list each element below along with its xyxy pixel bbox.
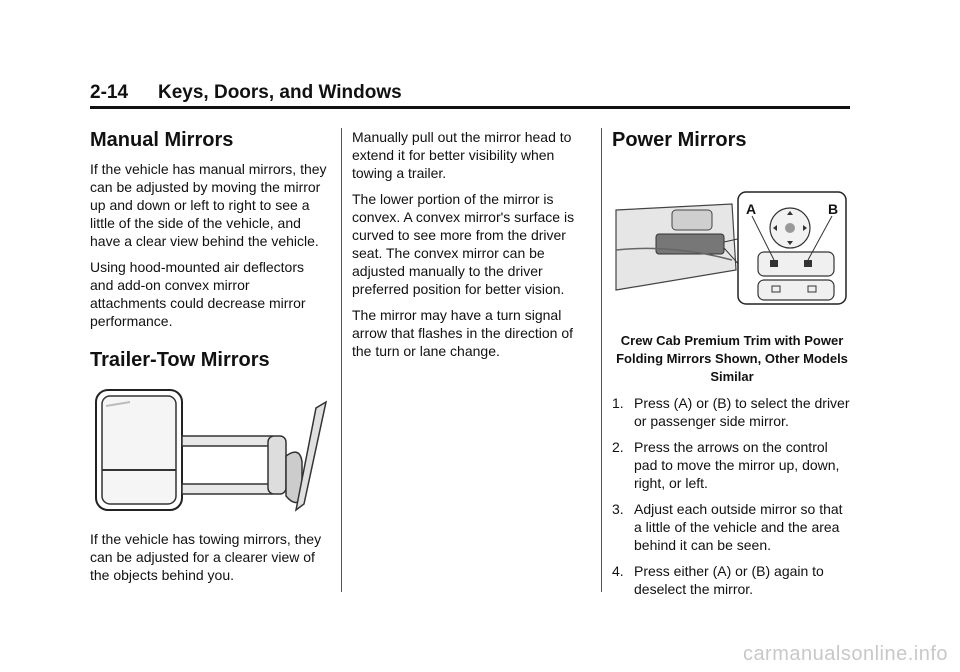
column-divider-1 — [341, 128, 342, 592]
mirror-control-pad-icon — [612, 190, 852, 310]
trailer-tow-mirror-illustration — [90, 386, 328, 520]
power-mirror-control-illustration — [612, 190, 852, 322]
manual-mirrors-paragraph-2: Using hood-mounted air deflectors and add-on convex mirror attachments could decrease mirror performance. — [90, 259, 306, 329]
column-divider-2 — [601, 128, 602, 592]
manual-mirrors-paragraph-1: If the vehicle has manual mirrors, they can be adjusted by moving the mirror up and down or left to right to see a little of the side of the vehicle, and have a clear view behind the vehicle. — [90, 161, 327, 249]
step-item: 2. Press the arrows on the control pad to move the mirror up, down, right, or left. — [612, 439, 840, 491]
power-mirror-steps — [612, 394, 852, 598]
trailer-tow-heading: Trailer-Tow Mirrors — [90, 349, 270, 371]
page-number: 2-14 — [90, 82, 129, 103]
step-item: 1. Press (A) or (B) to select the driver or passenger side mirror. — [612, 395, 850, 429]
label-b: B — [828, 201, 839, 217]
power-mirrors-heading: Power Mirrors — [612, 129, 747, 151]
column-1 — [90, 124, 328, 592]
tow-mirror-icon — [90, 386, 328, 516]
watermark: carmanualsonline.info — [742, 643, 948, 665]
column-3 — [612, 124, 852, 606]
trailer-tow-paragraph: If the vehicle has towing mirrors, they can be adjusted for a clearer view of the objects behind you. — [90, 531, 322, 583]
manual-mirrors-heading: Manual Mirrors — [90, 129, 234, 151]
column2-paragraph-1: Manually pull out the mirror head to extend it for better visibility when towing a trailer. — [352, 129, 572, 181]
column2-paragraph-2: The lower portion of the mirror is convex. A convex mirror's surface is curved to see more from the driver seat. The convex mirror can be adjusted manually to the driver preferred position for better vision. — [352, 191, 575, 297]
label-a: A — [746, 201, 757, 217]
column-2 — [352, 128, 592, 368]
chapter-title: Keys, Doors, and Windows — [158, 82, 402, 103]
figure-caption: Crew Cab Premium Trim with Power Folding Mirrors Shown, Other Models Similar — [616, 333, 848, 384]
step-item: 3. Adjust each outside mirror so that a little of the vehicle and the area behind it can be seen. — [612, 501, 843, 553]
column2-paragraph-3: The mirror may have a turn signal arrow that flashes in the direction of the turn or lane change. — [352, 307, 574, 359]
step-item: 4. Press either (A) or (B) again to deselect the mirror. — [612, 563, 824, 597]
page-header — [90, 80, 850, 109]
